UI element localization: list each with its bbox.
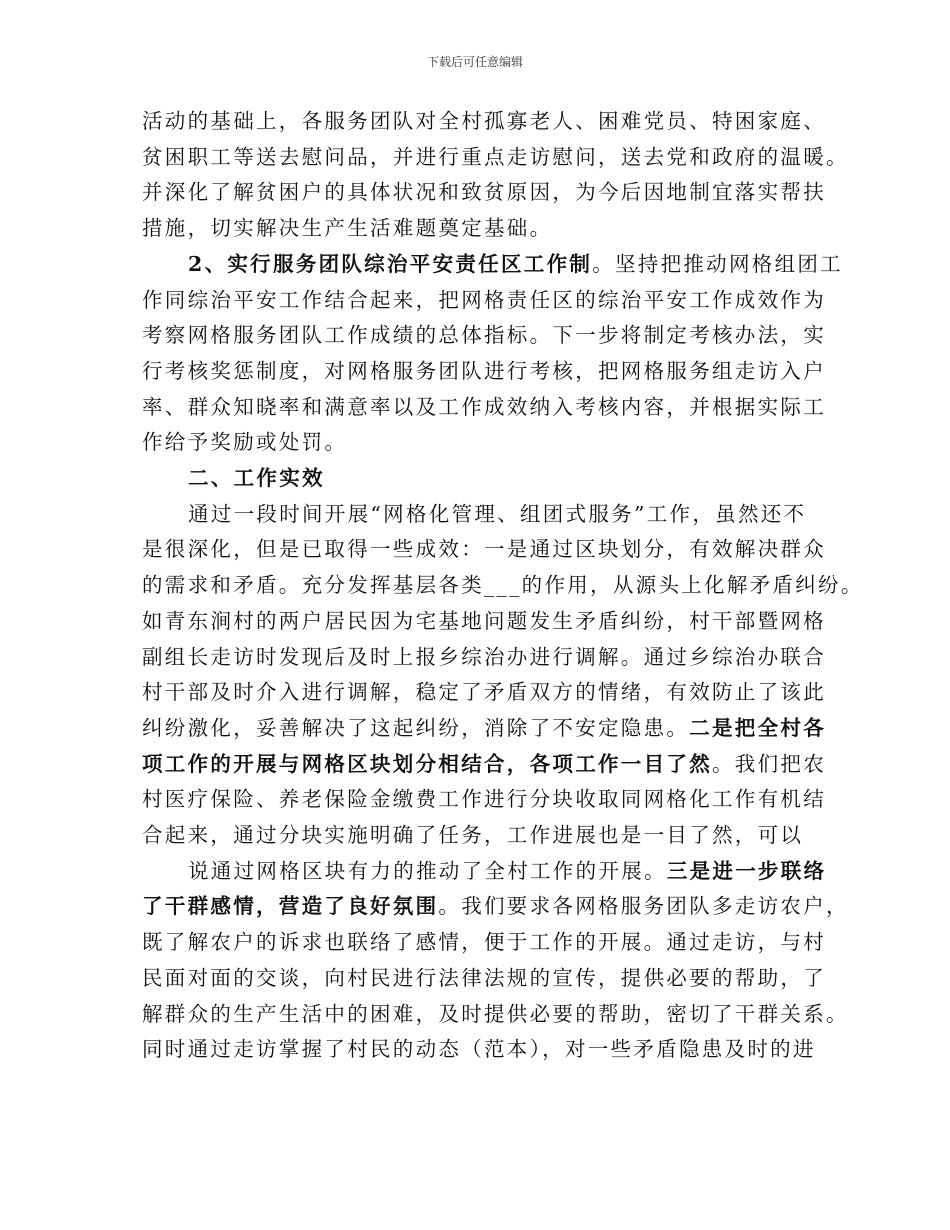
paragraph-2	[142, 247, 843, 461]
inline-text: 。坚持把推动网格组团工	[592, 251, 843, 276]
bold-inline-text: 项工作的开展与网格区块划分相结合，各项工作一目了然	[142, 751, 712, 776]
text-line: 既了解农户的诉求也联络了感情，便于工作的开展。通过走访，与村	[142, 930, 826, 955]
text-line: 的需求和矛盾。充分发挥基层各类___的作用，从源头上化解矛盾纠纷。	[142, 573, 864, 598]
text-line: 同时通过走访掌握了村民的动态（范本），对一些矛盾隐患及时的进	[142, 1037, 816, 1062]
bold-inline-text: 二是把全村各	[689, 715, 827, 740]
text-line: 民面对面的交谈，向村民进行法律法规的宣传，提供必要的帮助，了	[142, 965, 826, 990]
text-line: 行考核奖惩制度，对网格服务团队进行考核，把网格服务组走访入户	[142, 358, 826, 383]
text-line	[142, 247, 843, 283]
section-heading	[142, 461, 817, 497]
bold-inline-text: 了干群感情，营造了良好氛围	[142, 894, 439, 919]
text-line	[142, 889, 849, 925]
paragraph-1	[142, 104, 849, 247]
text-line: 通过一段时间开展“网格化管理、组团式服务”工作，虽然还不	[188, 501, 807, 526]
text-line: 作给予奖励或处罚。	[142, 430, 348, 455]
text-line	[142, 854, 827, 890]
paragraph-4	[142, 854, 849, 1068]
section-heading-text: 二、工作实效	[188, 466, 325, 491]
text-line: 活动的基础上，各服务团队对全村孤寡老人、困难党员、特困家庭、	[142, 109, 826, 133]
text-line: 措施，切实解决生产生活难题奠定基础。	[142, 216, 553, 241]
text-line	[142, 747, 826, 783]
document-body	[142, 104, 864, 1068]
text-line: 村干部及时介入进行调解，稳定了矛盾双方的情绪，有效防止了该此	[142, 680, 826, 705]
text-line: 如青东涧村的两户居民因为宅基地问题发生矛盾纠纷，村干部暨网格	[142, 608, 826, 633]
text-line: 合起来，通过分块实施明确了任务，工作进展也是一目了然，可以	[142, 823, 804, 848]
text-line: 村医疗保险、养老保险金缴费工作进行分块收取同网格化工作有机结	[142, 787, 826, 812]
text-line	[142, 711, 827, 747]
inline-text: 纠纷激化，妥善解决了这起纠纷，消除了不安定隐患。	[142, 715, 690, 740]
paragraph-3	[142, 497, 864, 854]
inline-text: 。我们要求各网格服务团队多走访农户，	[438, 894, 849, 919]
text-line: 作同综治平安工作结合起来，把网格责任区的综治平安工作成效作为	[142, 287, 826, 312]
text-line: 并深化了解贫困户的具体状况和致贫原因，为今后因地制宜落实帮扶	[142, 180, 826, 205]
text-line: 考察网格服务团队工作成绩的总体指标。下一步将制定考核办法，实	[142, 323, 826, 348]
text-line: 是很深化，但是已取得一些成效：一是通过区块划分，有效解决群众	[142, 537, 826, 562]
text-line: 率、群众知晓率和满意率以及工作成效纳入考核内容，并根据实际工	[142, 394, 826, 419]
bold-lead-text: 2、实行服务团队综治平安责任区工作制	[188, 251, 593, 276]
bold-inline-text: 三是进一步联络	[666, 858, 827, 883]
text-line: 贫困职工等送去慰问品，并进行重点走访慰问，送去党和政府的温暖。	[142, 144, 849, 169]
inline-text: 。我们把农	[712, 751, 826, 776]
header-note: 下载后可任意编辑	[426, 55, 523, 69]
text-line: 副组长走访时发现后及时上报乡综治办进行调解。通过乡综治办联合	[142, 644, 826, 669]
text-line: 解群众的生产生活中的困难，及时提供必要的帮助，密切了干群关系。	[142, 1001, 849, 1026]
inline-text: 说通过网格区块有力的推动了全村工作的开展。	[188, 858, 667, 883]
